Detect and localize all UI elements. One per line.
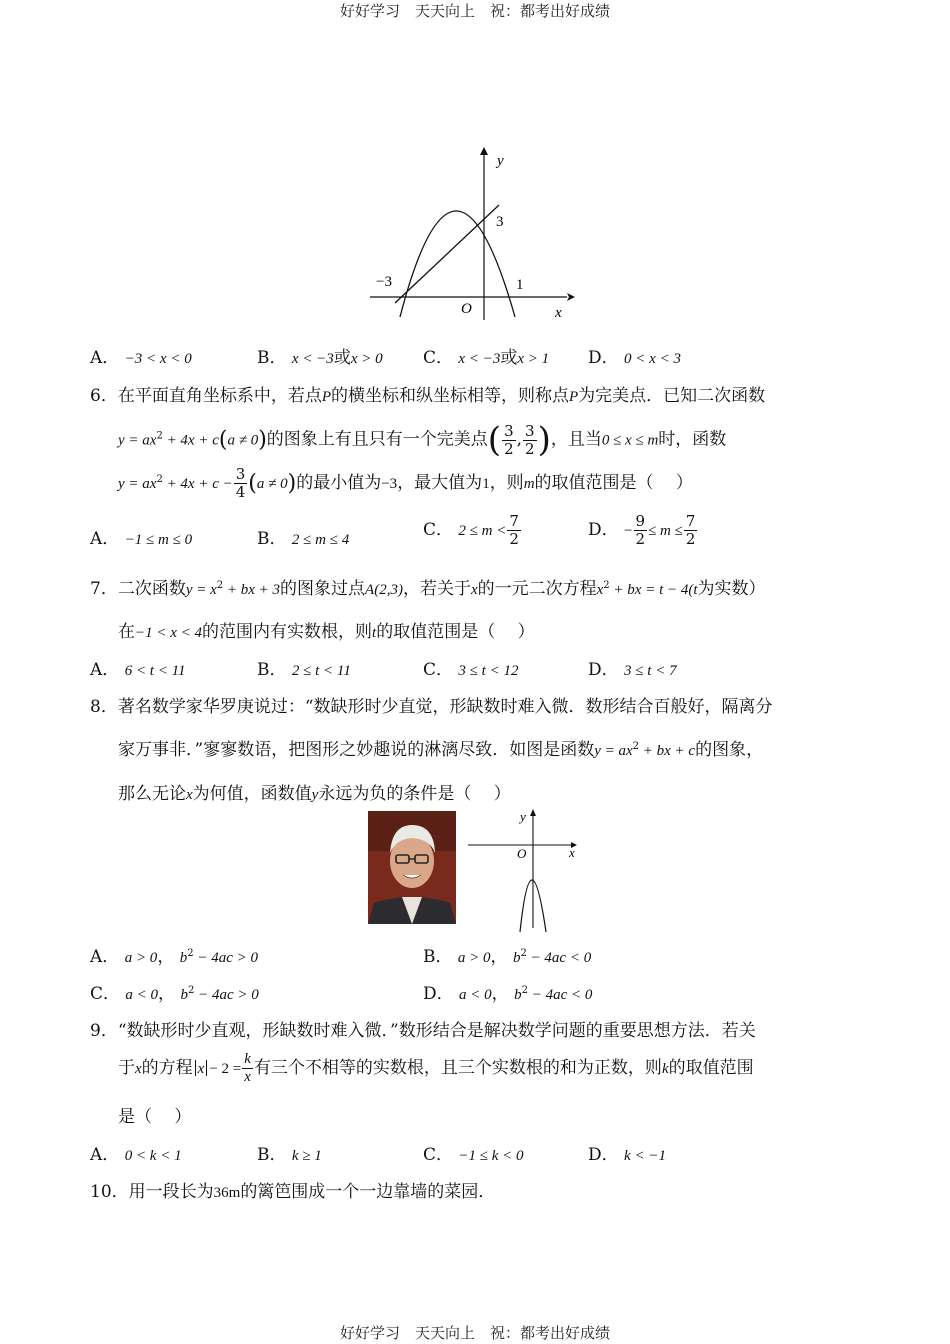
q8-option-c: C． a < 0， $b^2 - 4ac > 0$	[90, 984, 259, 1004]
q6-option-d: D． − $\frac{9}{2}$ ≤ m ≤ $\frac{7}{2}$	[588, 512, 696, 548]
q5-option-d: D． 0 < x < 3	[588, 348, 681, 368]
portrait-photo	[368, 811, 456, 924]
q7-line-1: 7．二次函数$y = x^2$ + bx + 3的图象过点A(2,3)，若关于x的一元二次方程$x^2$ + bx = t − 4(t为实数）	[90, 579, 766, 599]
q9-option-a: A． 0 < k < 1	[90, 1145, 182, 1165]
q7-option-c: C． 3 ≤ t < 12	[423, 660, 519, 680]
q9-line-3: 是（ ）	[118, 1107, 192, 1127]
q5-option-c: C． x < −3或x > 1	[423, 348, 550, 368]
q8-line-2: 家万事非．”寥寥数语，把图形之妙趣说的淋漓尽致．如图是函数$y = ax^2$ + bx + c的图象，	[118, 740, 764, 760]
q5-option-a: A． −3 < x < 0	[90, 348, 192, 368]
q6-line-3: $y = ax^2 + 4x + c$ − $\frac{3}{4}$ (a ≠ 0)的最小值为−3，最大值为1，则m的取值范围是（ ）	[118, 465, 693, 501]
neg3-label: −3	[376, 274, 392, 290]
page-header: 好好学习 天天向上 祝：都考出好成绩	[339, 2, 610, 20]
q9-option-c: C． −1 ≤ k < 0	[423, 1145, 524, 1165]
q9-option-d: D． k < −1	[588, 1145, 666, 1165]
q7-option-a: A． 6 < t < 11	[90, 660, 186, 680]
y-label: y	[520, 809, 526, 824]
y-label: y	[497, 153, 504, 169]
q6-option-a: A． −1 ≤ m ≤ 0	[90, 529, 193, 549]
q5-option-b: B． x < −3或x > 0	[257, 348, 383, 368]
line	[395, 205, 499, 303]
q9-option-b: B． k ≥ 1	[257, 1145, 322, 1165]
q8-graph	[465, 808, 585, 933]
q6-line-2: $y = ax^2 + 4x + c(a \ne 0)$的图象上有且只有一个完美点( $\frac{3}{2}$ , $\frac{3}{2}$ )，且当0 ≤ x ≤ m时，函数	[118, 420, 727, 460]
q6-option-b: B． 2 ≤ m ≤ 4	[257, 529, 350, 549]
q5-graph	[365, 145, 575, 325]
q8-line-1: 8．著名数学家华罗庚说过：“数缺形时少直觉，形缺数时难入微．数形结合百般好，隔离分	[90, 697, 773, 717]
x-arrow	[567, 293, 575, 301]
q8-line-3: 那么无论x为何值，函数值y永远为负的条件是（ ）	[118, 784, 511, 804]
y-intercept-label: 3	[496, 214, 504, 230]
q6-option-c: C． 2 ≤ m < $\frac{7}{2}$	[423, 512, 519, 548]
one-label: 1	[516, 277, 524, 293]
q9-line-2: 于x的方程 x − 2 = $\frac{k}{x}$ 有三个不相等的实数根，且三个实数根的和为正数，则k的取值范围	[118, 1051, 754, 1085]
q7-option-b: B． 2 ≤ t < 11	[257, 660, 351, 680]
q6-line-1: 6．在平面直角坐标系中，若点P的横坐标和纵坐标相等，则称点P为完美点．已知二次函数	[90, 386, 766, 406]
q8-option-b: B． a > 0， $b^2 - 4ac < 0$	[423, 947, 592, 967]
q7-option-d: D． 3 ≤ t < 7	[588, 660, 677, 680]
x-label: x	[555, 305, 562, 321]
origin-label: O	[517, 846, 527, 861]
x-label: x	[569, 845, 575, 860]
q8-option-d: D． a < 0， $b^2 - 4ac < 0$	[423, 984, 593, 1004]
q7-line-2: 在−1 < x < 4的范围内有实数根，则t的取值范围是（ ）	[118, 622, 535, 642]
q9-line-1: 9．“数缺形时少直观，形缺数时难入微．”数形结合是解决数学问题的重要思想方法．若关	[90, 1021, 756, 1041]
origin-label: O	[461, 301, 472, 317]
q8-option-a: A． a > 0， $b^2 - 4ac > 0$	[90, 947, 258, 967]
page-footer: 好好学习 天天向上 祝：都考出好成绩	[339, 1324, 610, 1342]
y-arrow	[480, 147, 488, 155]
q10-line-1: 10．用一段长为36m的篱笆围成一个一边靠墙的菜园．	[90, 1182, 496, 1202]
